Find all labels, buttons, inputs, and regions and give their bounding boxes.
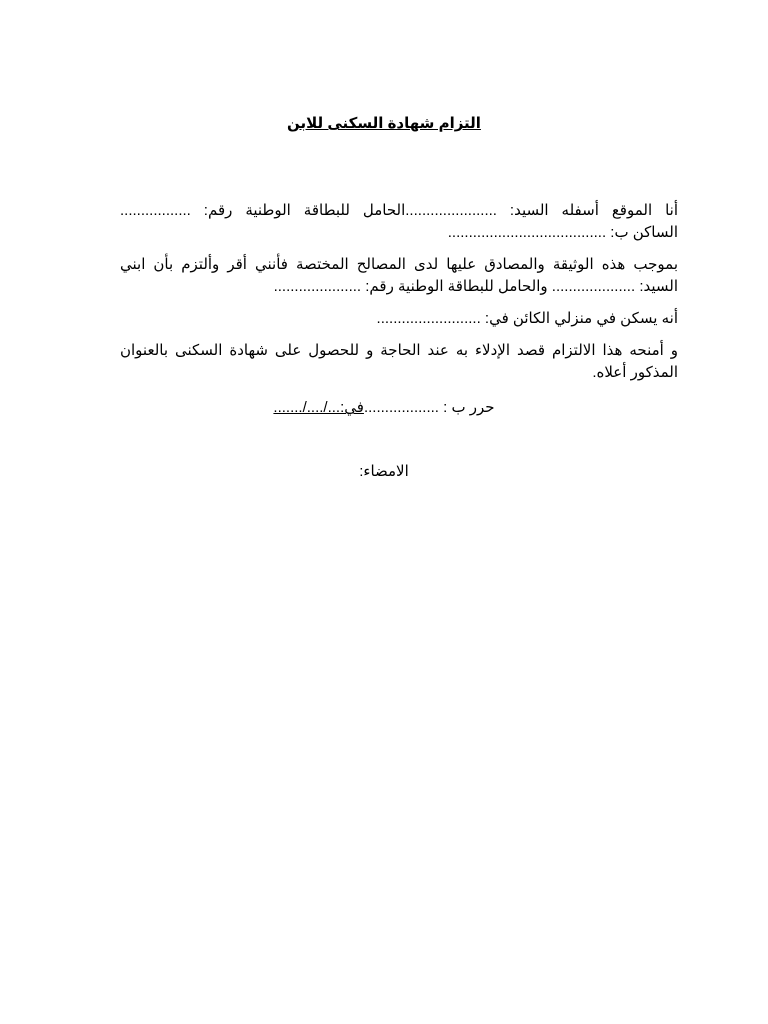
paragraph-line: بموجب هذه الوثيقة والمصادق عليها لدى المصالح المختصة فأنني أقر وألتزم بأن ابني [120,256,678,273]
issued-at-label: حرر ب : .................. [363,399,495,416]
paragraph-commitment [120,254,678,298]
paragraph-line: أنا الموقع أسفله السيد: ......................الحامل للبطاقة الوطنية رقم: ................. [120,202,678,219]
document-title: التزام شهادة السكنى للابن [287,115,481,132]
paragraph-line: المذكور أعلاه. [592,364,678,381]
paragraph-line: أنه يسكن في منزلي الكائن في: ......................... [376,310,678,327]
paragraph-line: و أمنحه هذا الالتزام قصد الإدلاء به عند الحاجة و للحصول على شهادة السكنى بالعنوان [120,342,678,359]
date-label: في:.../..../....... [273,399,364,416]
signature-label: الامضاء: [359,463,409,480]
issued-place-date [0,398,768,416]
paragraph-residence [120,308,678,330]
paragraph-declarant [120,200,678,244]
paragraph-purpose [120,340,678,384]
paragraph-line: الساكن ب: ...................................... [447,224,678,241]
paragraph-line: السيد: .................... والحامل للبطاقة الوطنية رقم: ..................... [273,278,678,295]
document-body [120,200,678,394]
